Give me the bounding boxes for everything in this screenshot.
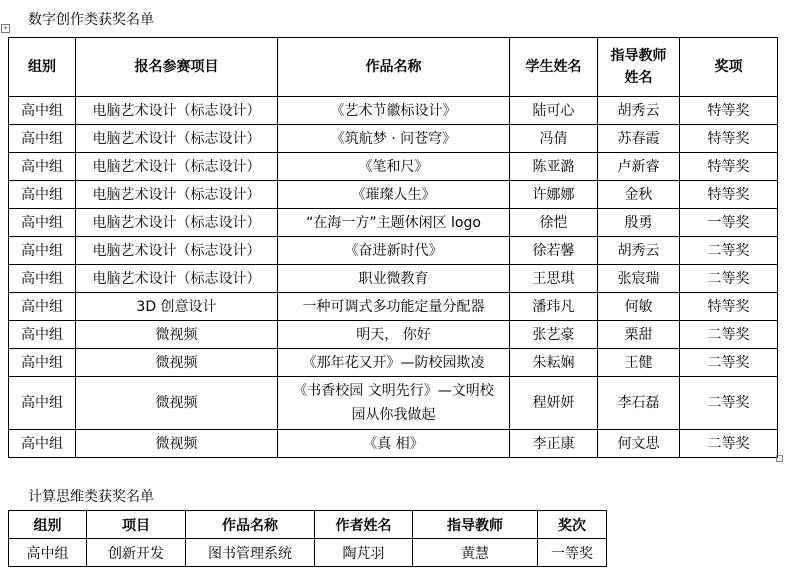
work-name-cell: 职业微教育 [278,265,510,293]
work-name-cell: 《艺术节徽标设计》 [278,97,510,125]
work-name-cell: 《璀璨人生》 [278,181,510,209]
work-name-cell: “在海一方”主题休闲区 logo [278,209,510,237]
award-cell: 二等奖 [680,265,778,293]
award-cell: 一等奖 [680,209,778,237]
table-header-row [9,511,607,539]
table-row [9,321,778,349]
header-teacher: 指导教师 [413,511,538,539]
project-cell: 微视频 [76,349,278,377]
group-cell: 高中组 [9,181,76,209]
table-row [9,293,778,321]
project-cell: 3D 创意设计 [76,293,278,321]
award-cell: 二等奖 [680,349,778,377]
group-cell: 高中组 [9,539,87,567]
group-cell: 高中组 [9,153,76,181]
header-work-name: 作品名称 [186,511,315,539]
project-cell: 电脑艺术设计（标志设计） [76,153,278,181]
award-cell: 特等奖 [680,125,778,153]
header-author-name: 作者姓名 [315,511,413,539]
teacher-name-cell: 苏春霞 [598,125,680,153]
teacher-name-cell: 胡秀云 [598,237,680,265]
student-name-cell: 潘玮凡 [510,293,598,321]
teacher-name-cell: 何文思 [598,430,680,458]
header-work-name: 作品名称 [278,38,510,97]
table-row [9,97,778,125]
table-row [9,377,778,430]
award-cell: 二等奖 [680,377,778,430]
project-cell: 电脑艺术设计（标志设计） [76,237,278,265]
work-name-cell: 《真 相》 [278,430,510,458]
teacher-name-cell: 李石磊 [598,377,680,430]
group-cell: 高中组 [9,125,76,153]
group-cell: 高中组 [9,430,76,458]
group-cell: 高中组 [9,321,76,349]
header-teacher-name [598,38,680,97]
award-cell: 二等奖 [680,237,778,265]
group-cell: 高中组 [9,209,76,237]
work-name-cell: 《奋进新时代》 [278,237,510,265]
section-title-computational-thinking: 计算思维类获奖名单 [28,489,154,505]
digital-creation-awards-table [8,37,778,458]
teacher-name-cell: 金秋 [598,181,680,209]
award-cell: 特等奖 [680,181,778,209]
table-row [9,539,607,567]
student-name-cell: 朱耘娴 [510,349,598,377]
table-row [9,265,778,293]
work-name-cell: 《笔和尺》 [278,153,510,181]
group-cell: 高中组 [9,97,76,125]
computational-thinking-awards-table [8,510,607,567]
project-cell: 电脑艺术设计（标志设计） [76,97,278,125]
header-award: 奖项 [680,38,778,97]
table-row [9,209,778,237]
student-name-cell: 程妍妍 [510,377,598,430]
teacher-name-cell: 何敏 [598,293,680,321]
table-row [9,237,778,265]
table-header-row [9,38,778,97]
table-row [9,153,778,181]
award-cell: 一等奖 [538,539,607,567]
award-cell: 二等奖 [680,321,778,349]
work-name-cell: 一种可调式多功能定量分配器 [278,293,510,321]
header-group: 组别 [9,38,76,97]
work-name-cell: 《筑航梦 · 问苍穹》 [278,125,510,153]
student-name-cell: 徐恺 [510,209,598,237]
student-name-cell: 陆可心 [510,97,598,125]
student-name-cell: 王思琪 [510,265,598,293]
project-cell: 微视频 [76,430,278,458]
award-cell: 特等奖 [680,293,778,321]
table-row [9,349,778,377]
table-resize-handle[interactable] [776,455,783,462]
group-cell: 高中组 [9,377,76,430]
table-row [9,125,778,153]
teacher-name-cell: 王健 [598,349,680,377]
teacher-name-cell: 卢新睿 [598,153,680,181]
table-move-handle[interactable]: + [2,24,9,32]
header-project: 报名参赛项目 [76,38,278,97]
group-cell: 高中组 [9,293,76,321]
header-award: 奖次 [538,511,607,539]
student-name-cell: 张艺豪 [510,321,598,349]
table-row [9,181,778,209]
work-name-cell: 明天， 你好 [278,321,510,349]
project-cell: 微视频 [76,377,278,430]
student-name-cell: 冯倩 [510,125,598,153]
student-name-cell: 李正康 [510,430,598,458]
teacher-name-cell: 张宸瑞 [598,265,680,293]
project-cell: 电脑艺术设计（标志设计） [76,181,278,209]
project-cell: 创新开发 [87,539,186,567]
header-student-name: 学生姓名 [510,38,598,97]
work-name-cell: 《书香校园 文明先行》—文明校园从你我做起 [278,377,510,430]
student-name-cell: 陈亚潞 [510,153,598,181]
teacher-name-cell: 胡秀云 [598,97,680,125]
project-cell: 电脑艺术设计（标志设计） [76,209,278,237]
group-cell: 高中组 [9,265,76,293]
project-cell: 电脑艺术设计（标志设计） [76,125,278,153]
section-title-digital-creation: 数字创作类获奖名单 [28,12,154,28]
teacher-cell: 黄慧 [413,539,538,567]
group-cell: 高中组 [9,237,76,265]
header-group: 组别 [9,511,87,539]
teacher-name-cell: 栗甜 [598,321,680,349]
header-teacher-name-text: 指导教师姓名 [610,48,667,86]
header-project: 项目 [87,511,186,539]
student-name-cell: 徐若馨 [510,237,598,265]
work-name-cell: 图书管理系统 [186,539,315,567]
author-name-cell: 陶芃羽 [315,539,413,567]
project-cell: 微视频 [76,321,278,349]
award-cell: 二等奖 [680,430,778,458]
teacher-name-cell: 殷勇 [598,209,680,237]
work-name-cell: 《那年花又开》—防校园欺凌 [278,349,510,377]
project-cell: 电脑艺术设计（标志设计） [76,265,278,293]
student-name-cell: 许娜娜 [510,181,598,209]
group-cell: 高中组 [9,349,76,377]
table-row [9,430,778,458]
award-cell: 特等奖 [680,153,778,181]
award-cell: 特等奖 [680,97,778,125]
